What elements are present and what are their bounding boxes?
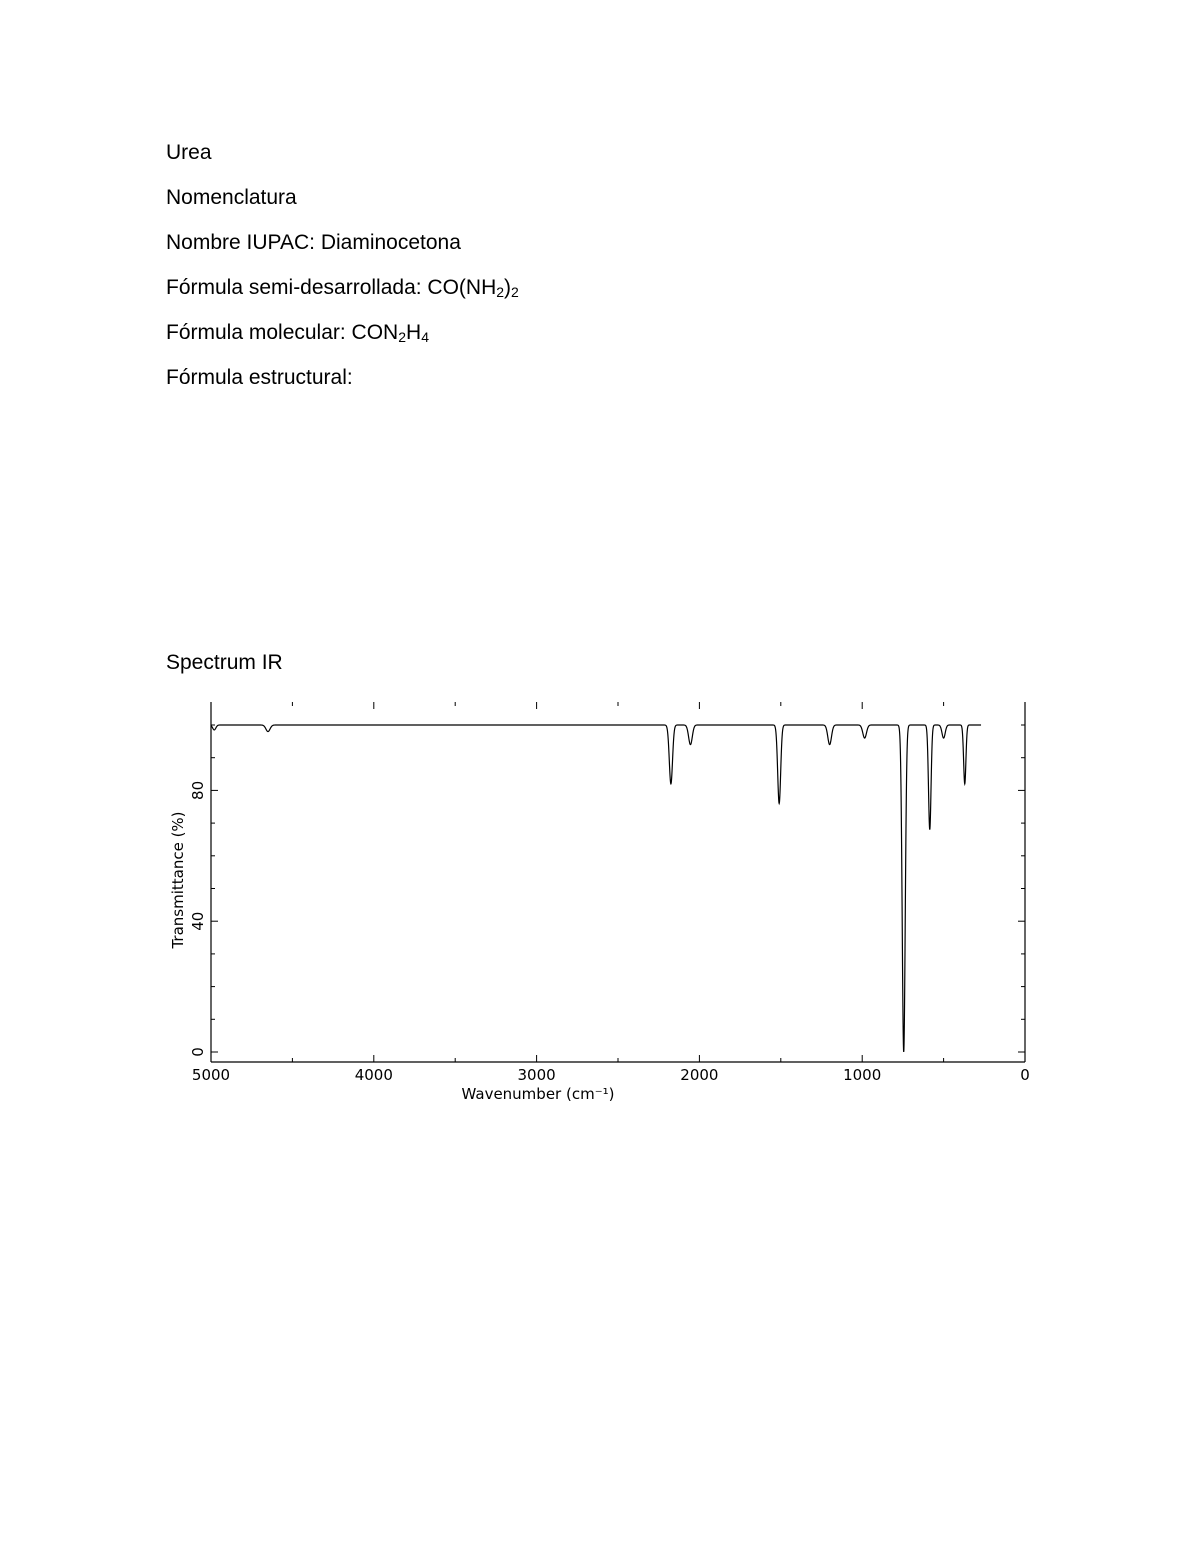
molecular-formula-subscript: 4 — [421, 329, 429, 345]
semi-formula-subscript: 2 — [496, 284, 505, 300]
x-tick-label: 0 — [1020, 1066, 1030, 1084]
x-tick-label: 1000 — [843, 1066, 882, 1084]
section-heading: Nomenclatura — [166, 186, 297, 209]
semi-formula-text: Fórmula semi-desarrollada: CO(NH — [166, 276, 497, 299]
x-tick-label: 3000 — [517, 1066, 556, 1084]
molecular-formula — [166, 320, 429, 350]
structural-formula-label: Fórmula estructural: — [166, 366, 353, 389]
ir-spectrum-chart — [160, 690, 1040, 1110]
compound-title: Urea — [166, 141, 212, 164]
y-tick-label: 80 — [189, 780, 207, 800]
x-tick-label: 2000 — [680, 1066, 719, 1084]
molecular-formula-text: Fórmula molecular: CON — [166, 321, 399, 344]
y-tick-label: 40 — [189, 911, 207, 931]
spectrum-heading: Spectrum IR — [166, 651, 283, 674]
semi-developed-formula — [166, 275, 519, 305]
molecular-formula-subscript: 2 — [398, 329, 407, 345]
x-axis-label: Wavenumber (cm⁻¹) — [461, 1085, 615, 1103]
transmittance-series-line — [211, 725, 981, 1052]
x-tick-label: 4000 — [354, 1066, 393, 1084]
y-axis-label: Transmittance (%) — [169, 811, 187, 949]
semi-formula-subscript: 2 — [511, 284, 519, 300]
iupac-name: Nombre IUPAC: Diaminocetona — [166, 231, 461, 254]
semi-formula-paren: ) — [504, 276, 512, 299]
x-tick-label: 5000 — [191, 1066, 231, 1084]
y-tick-label: 0 — [189, 1047, 207, 1057]
molecular-formula-h: H — [406, 321, 422, 344]
